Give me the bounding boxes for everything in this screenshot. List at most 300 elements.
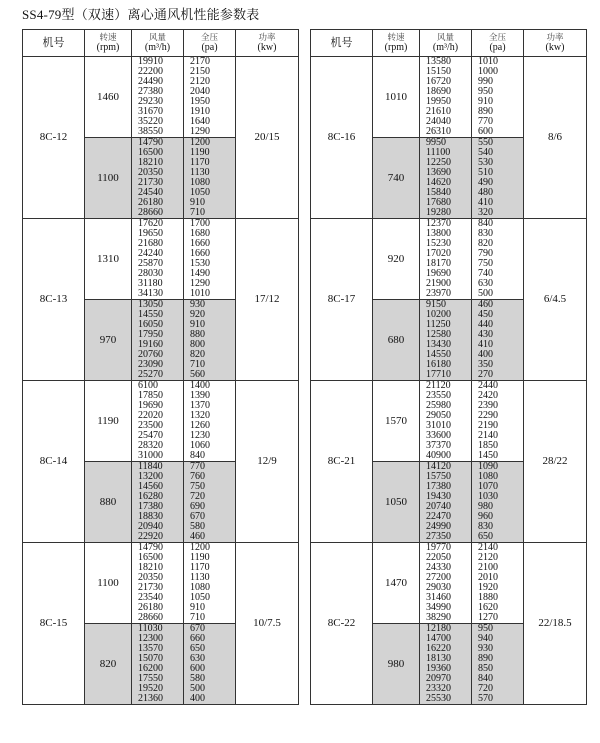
- pressure-cell: 850: [472, 664, 524, 674]
- flow-cell: 34130: [132, 289, 184, 300]
- flow-cell: 27200: [420, 573, 472, 583]
- flow-cell: 14550: [420, 350, 472, 360]
- document-title: SS4-79型（双速）离心通风机性能参数表: [22, 7, 260, 22]
- pressure-cell: 670: [184, 624, 236, 635]
- pressure-cell: 570: [472, 694, 524, 705]
- flow-cell: 16280: [132, 492, 184, 502]
- pressure-cell: 1680: [184, 229, 236, 239]
- header-speed-label: 转速: [387, 32, 405, 43]
- pressure-cell: 840: [184, 451, 236, 462]
- pressure-cell: 2420: [472, 391, 524, 401]
- flow-cell: 31460: [420, 593, 472, 603]
- flow-cell: 25270: [132, 370, 184, 381]
- flow-cell: 19160: [132, 340, 184, 350]
- header-speed: [85, 30, 132, 57]
- flow-cell: 19280: [420, 208, 472, 219]
- flow-cell: 20940: [132, 522, 184, 532]
- pressure-cell: 920: [184, 310, 236, 320]
- pressure-cell: 740: [472, 269, 524, 279]
- flow-cell: 21730: [132, 178, 184, 188]
- pressure-cell: 500: [472, 289, 524, 300]
- pressure-cell: 1200: [184, 543, 236, 554]
- pressure-cell: 930: [184, 300, 236, 311]
- pressure-cell: 1130: [184, 168, 236, 178]
- pressure-cell: 990: [472, 77, 524, 87]
- pressure-cell: 910: [472, 97, 524, 107]
- pressure-cell: 1950: [184, 97, 236, 107]
- pressure-cell: 2440: [472, 381, 524, 392]
- pressure-cell: 720: [472, 684, 524, 694]
- pressure-cell: 1130: [184, 573, 236, 583]
- flow-cell: 22920: [132, 532, 184, 543]
- pressure-cell: 1850: [472, 441, 524, 451]
- flow-cell: 29050: [420, 411, 472, 421]
- flow-cell: 25530: [420, 694, 472, 705]
- flow-cell: 9150: [420, 300, 472, 311]
- flow-cell: 14560: [132, 482, 184, 492]
- pressure-cell: 1080: [184, 178, 236, 188]
- pressure-cell: 2150: [184, 67, 236, 77]
- flow-cell: 17620: [132, 219, 184, 230]
- flow-cell: 19650: [132, 229, 184, 239]
- flow-cell: 13570: [132, 644, 184, 654]
- flow-cell: 21610: [420, 107, 472, 117]
- pressure-cell: 1660: [184, 249, 236, 259]
- pressure-cell: 1700: [184, 219, 236, 230]
- flow-cell: 17380: [420, 482, 472, 492]
- performance-table-right: [310, 29, 587, 705]
- flow-cell: 16500: [132, 553, 184, 563]
- flow-cell: 21900: [420, 279, 472, 289]
- flow-cell: 21680: [132, 239, 184, 249]
- flow-cell: 12250: [420, 158, 472, 168]
- pressure-cell: 880: [184, 330, 236, 340]
- table-row: [23, 543, 299, 554]
- speed-cell: 740: [373, 138, 420, 219]
- pressure-cell: 490: [472, 178, 524, 188]
- pressure-cell: 410: [472, 198, 524, 208]
- flow-cell: 14790: [132, 138, 184, 149]
- flow-cell: 14790: [132, 543, 184, 554]
- pressure-cell: 1490: [184, 269, 236, 279]
- pressure-cell: 1400: [184, 381, 236, 392]
- pressure-cell: 1450: [472, 451, 524, 462]
- pressure-cell: 910: [184, 603, 236, 613]
- table-row: [311, 57, 587, 68]
- pressure-cell: 270: [472, 370, 524, 381]
- flow-cell: 35220: [132, 117, 184, 127]
- header-pressure-unit: (pa): [489, 41, 506, 53]
- flow-cell: 12300: [132, 634, 184, 644]
- flow-cell: 19690: [132, 401, 184, 411]
- flow-cell: 23970: [420, 289, 472, 300]
- header-pressure-label: 全压: [200, 32, 218, 43]
- model-cell: 8C-13: [23, 219, 85, 381]
- flow-cell: 18690: [420, 87, 472, 97]
- pressure-cell: 540: [472, 148, 524, 158]
- header-model: 机号: [23, 30, 85, 57]
- pressure-cell: 1620: [472, 603, 524, 613]
- pressure-cell: 2390: [472, 401, 524, 411]
- pressure-cell: 2140: [472, 543, 524, 554]
- pressure-cell: 560: [184, 370, 236, 381]
- flow-cell: 21120: [420, 381, 472, 392]
- pressure-cell: 1000: [472, 67, 524, 77]
- pressure-cell: 790: [472, 249, 524, 259]
- table-row: [23, 219, 299, 230]
- power-cell: 28/22: [524, 381, 587, 543]
- pressure-cell: 1230: [184, 431, 236, 441]
- flow-cell: 29030: [420, 583, 472, 593]
- speed-cell: 1570: [373, 381, 420, 462]
- flow-cell: 18210: [132, 158, 184, 168]
- flow-cell: 19910: [132, 57, 184, 68]
- flow-cell: 27380: [132, 87, 184, 97]
- pressure-cell: 2010: [472, 573, 524, 583]
- header-flow-unit: (m³/h): [432, 41, 459, 53]
- flow-cell: 13800: [420, 229, 472, 239]
- flow-cell: 11030: [132, 624, 184, 635]
- pressure-cell: 800: [184, 340, 236, 350]
- pressure-cell: 750: [472, 259, 524, 269]
- header-speed-unit: (rpm): [96, 41, 120, 53]
- pressure-cell: 720: [184, 492, 236, 502]
- model-cell: 8C-22: [311, 543, 373, 705]
- header-power-label: 功率: [258, 32, 276, 43]
- pressure-cell: 660: [184, 634, 236, 644]
- flow-cell: 13050: [132, 300, 184, 311]
- pressure-cell: 1530: [184, 259, 236, 269]
- pressure-cell: 840: [472, 674, 524, 684]
- model-cell: 8C-17: [311, 219, 373, 381]
- pressure-cell: 510: [472, 168, 524, 178]
- pressure-cell: 1920: [472, 583, 524, 593]
- pressure-cell: 1070: [472, 482, 524, 492]
- pressure-cell: 710: [184, 613, 236, 624]
- pressure-cell: 890: [472, 107, 524, 117]
- pressure-cell: 450: [472, 310, 524, 320]
- pressure-cell: 460: [184, 532, 236, 543]
- header-power-label: 功率: [546, 32, 564, 43]
- speed-cell: 980: [373, 624, 420, 705]
- flow-cell: 24240: [132, 249, 184, 259]
- speed-cell: 880: [85, 462, 132, 543]
- flow-cell: 25870: [132, 259, 184, 269]
- pressure-cell: 710: [184, 360, 236, 370]
- pressure-cell: 580: [184, 522, 236, 532]
- pressure-cell: 1660: [184, 239, 236, 249]
- flow-cell: 17850: [132, 391, 184, 401]
- flow-cell: 31670: [132, 107, 184, 117]
- flow-cell: 28030: [132, 269, 184, 279]
- flow-cell: 17950: [132, 330, 184, 340]
- flow-cell: 26180: [132, 603, 184, 613]
- pressure-cell: 830: [472, 522, 524, 532]
- pressure-cell: 600: [184, 664, 236, 674]
- flow-cell: 22200: [132, 67, 184, 77]
- flow-cell: 23540: [132, 593, 184, 603]
- pressure-cell: 320: [472, 208, 524, 219]
- pressure-cell: 1030: [472, 492, 524, 502]
- pressure-cell: 670: [184, 512, 236, 522]
- flow-cell: 23500: [132, 421, 184, 431]
- flow-cell: 26310: [420, 127, 472, 138]
- pressure-cell: 430: [472, 330, 524, 340]
- flow-cell: 26180: [132, 198, 184, 208]
- pressure-cell: 980: [472, 502, 524, 512]
- pressure-cell: 830: [472, 229, 524, 239]
- flow-cell: 20970: [420, 674, 472, 684]
- power-cell: 17/12: [236, 219, 299, 381]
- pressure-cell: 960: [472, 512, 524, 522]
- pressure-cell: 1090: [472, 462, 524, 473]
- flow-cell: 12180: [420, 624, 472, 635]
- speed-cell: 1460: [85, 57, 132, 138]
- flow-cell: 16720: [420, 77, 472, 87]
- pressure-cell: 890: [472, 654, 524, 664]
- flow-cell: 18210: [132, 563, 184, 573]
- flow-cell: 12580: [420, 330, 472, 340]
- flow-cell: 11250: [420, 320, 472, 330]
- pressure-cell: 500: [184, 684, 236, 694]
- flow-cell: 23550: [420, 391, 472, 401]
- speed-cell: 1100: [85, 138, 132, 219]
- pressure-cell: 2040: [184, 87, 236, 97]
- pressure-cell: 630: [184, 654, 236, 664]
- flow-cell: 15750: [420, 472, 472, 482]
- flow-cell: 20350: [132, 573, 184, 583]
- flow-cell: 14700: [420, 634, 472, 644]
- speed-cell: 920: [373, 219, 420, 300]
- header-flow: [420, 30, 472, 57]
- flow-cell: 37370: [420, 441, 472, 451]
- pressure-cell: 460: [472, 300, 524, 311]
- speed-cell: 1050: [373, 462, 420, 543]
- pressure-cell: 2170: [184, 57, 236, 68]
- flow-cell: 34990: [420, 603, 472, 613]
- flow-cell: 40900: [420, 451, 472, 462]
- header-flow: [132, 30, 184, 57]
- pressure-cell: 2190: [472, 421, 524, 431]
- flow-cell: 20740: [420, 502, 472, 512]
- speed-cell: 1190: [85, 381, 132, 462]
- speed-cell: 970: [85, 300, 132, 381]
- flow-cell: 13200: [132, 472, 184, 482]
- flow-cell: 17550: [132, 674, 184, 684]
- flow-cell: 15150: [420, 67, 472, 77]
- flow-cell: 16220: [420, 644, 472, 654]
- flow-cell: 19430: [420, 492, 472, 502]
- pressure-cell: 1270: [472, 613, 524, 624]
- pressure-cell: 910: [184, 198, 236, 208]
- speed-cell: 1010: [373, 57, 420, 138]
- flow-cell: 11100: [420, 148, 472, 158]
- pressure-cell: 1170: [184, 158, 236, 168]
- flow-cell: 17710: [420, 370, 472, 381]
- header-flow-unit: (m³/h): [144, 41, 171, 53]
- pressure-cell: 580: [184, 674, 236, 684]
- table-row: [311, 381, 587, 392]
- flow-cell: 29230: [132, 97, 184, 107]
- pressure-cell: 480: [472, 188, 524, 198]
- speed-cell: 1470: [373, 543, 420, 624]
- pressure-cell: 840: [472, 219, 524, 230]
- pressure-cell: 530: [472, 158, 524, 168]
- header-flow-label: 风量: [148, 32, 166, 43]
- flow-cell: 15840: [420, 188, 472, 198]
- pressure-cell: 550: [472, 138, 524, 149]
- pressure-cell: 410: [472, 340, 524, 350]
- pressure-cell: 1910: [184, 107, 236, 117]
- pressure-cell: 770: [184, 462, 236, 473]
- flow-cell: 31000: [132, 451, 184, 462]
- pressure-cell: 930: [472, 644, 524, 654]
- flow-cell: 10200: [420, 310, 472, 320]
- flow-cell: 22050: [420, 553, 472, 563]
- model-cell: 8C-15: [23, 543, 85, 705]
- model-cell: 8C-14: [23, 381, 85, 543]
- pressure-cell: 1190: [184, 148, 236, 158]
- header-pressure: [184, 30, 236, 57]
- header-row: [23, 30, 299, 57]
- pressure-cell: 400: [472, 350, 524, 360]
- flow-cell: 24040: [420, 117, 472, 127]
- flow-cell: 18130: [420, 654, 472, 664]
- flow-cell: 16180: [420, 360, 472, 370]
- flow-cell: 17020: [420, 249, 472, 259]
- pressure-cell: 2290: [472, 411, 524, 421]
- flow-cell: 14550: [132, 310, 184, 320]
- pressure-cell: 1290: [184, 127, 236, 138]
- pressure-cell: 950: [472, 87, 524, 97]
- power-cell: 10/7.5: [236, 543, 299, 705]
- flow-cell: 12370: [420, 219, 472, 230]
- flow-cell: 19360: [420, 664, 472, 674]
- speed-cell: 1310: [85, 219, 132, 300]
- flow-cell: 28320: [132, 441, 184, 451]
- flow-cell: 15070: [132, 654, 184, 664]
- flow-cell: 15230: [420, 239, 472, 249]
- pressure-cell: 350: [472, 360, 524, 370]
- flow-cell: 13430: [420, 340, 472, 350]
- flow-cell: 16500: [132, 148, 184, 158]
- flow-cell: 28660: [132, 208, 184, 219]
- pressure-cell: 1050: [184, 188, 236, 198]
- flow-cell: 6100: [132, 381, 184, 392]
- flow-cell: 20760: [132, 350, 184, 360]
- pressure-cell: 2100: [472, 563, 524, 573]
- table-row: [23, 57, 299, 68]
- header-power-unit: (kw): [257, 41, 277, 53]
- pressure-cell: 770: [472, 117, 524, 127]
- performance-table-left: [22, 29, 299, 705]
- flow-cell: 24330: [420, 563, 472, 573]
- flow-cell: 28660: [132, 613, 184, 624]
- flow-cell: 17680: [420, 198, 472, 208]
- power-cell: 12/9: [236, 381, 299, 543]
- pressure-cell: 1080: [472, 472, 524, 482]
- model-cell: 8C-21: [311, 381, 373, 543]
- pressure-cell: 1320: [184, 411, 236, 421]
- speed-cell: 820: [85, 624, 132, 705]
- header-power-unit: (kw): [545, 41, 565, 53]
- power-cell: 8/6: [524, 57, 587, 219]
- table-row: [311, 543, 587, 554]
- flow-cell: 25980: [420, 401, 472, 411]
- pressure-cell: 710: [184, 208, 236, 219]
- header-row: [311, 30, 587, 57]
- pressure-cell: 1880: [472, 593, 524, 603]
- pressure-cell: 400: [184, 694, 236, 705]
- pressure-cell: 630: [472, 279, 524, 289]
- flow-cell: 25470: [132, 431, 184, 441]
- pressure-cell: 1190: [184, 553, 236, 563]
- flow-cell: 18170: [420, 259, 472, 269]
- flow-cell: 19950: [420, 97, 472, 107]
- flow-cell: 23090: [132, 360, 184, 370]
- flow-cell: 21360: [132, 694, 184, 705]
- pressure-cell: 600: [472, 127, 524, 138]
- flow-cell: 19770: [420, 543, 472, 554]
- pressure-cell: 1010: [472, 57, 524, 68]
- pressure-cell: 1370: [184, 401, 236, 411]
- flow-cell: 16050: [132, 320, 184, 330]
- pressure-cell: 1390: [184, 391, 236, 401]
- flow-cell: 14120: [420, 462, 472, 473]
- flow-cell: 38550: [132, 127, 184, 138]
- speed-cell: 1100: [85, 543, 132, 624]
- flow-cell: 9950: [420, 138, 472, 149]
- flow-cell: 13690: [420, 168, 472, 178]
- header-speed: [373, 30, 420, 57]
- flow-cell: 19690: [420, 269, 472, 279]
- speed-cell: 680: [373, 300, 420, 381]
- header-pressure-label: 全压: [488, 32, 506, 43]
- header-pressure: [472, 30, 524, 57]
- header-speed-unit: (rpm): [384, 41, 408, 53]
- flow-cell: 22470: [420, 512, 472, 522]
- power-cell: 20/15: [236, 57, 299, 219]
- header-power: [524, 30, 587, 57]
- flow-cell: 33600: [420, 431, 472, 441]
- pressure-cell: 1640: [184, 117, 236, 127]
- flow-cell: 21730: [132, 583, 184, 593]
- flow-cell: 16200: [132, 664, 184, 674]
- pressure-cell: 1010: [184, 289, 236, 300]
- pressure-cell: 820: [184, 350, 236, 360]
- pressure-cell: 650: [472, 532, 524, 543]
- flow-cell: 31180: [132, 279, 184, 289]
- pressure-cell: 950: [472, 624, 524, 635]
- pressure-cell: 750: [184, 482, 236, 492]
- flow-cell: 24990: [420, 522, 472, 532]
- flow-cell: 17380: [132, 502, 184, 512]
- pressure-cell: 1200: [184, 138, 236, 149]
- flow-cell: 27350: [420, 532, 472, 543]
- power-cell: 6/4.5: [524, 219, 587, 381]
- header-flow-label: 风量: [436, 32, 454, 43]
- flow-cell: 19520: [132, 684, 184, 694]
- pressure-cell: 1080: [184, 583, 236, 593]
- flow-cell: 11840: [132, 462, 184, 473]
- table-row: [311, 219, 587, 230]
- pressure-cell: 1290: [184, 279, 236, 289]
- pressure-cell: 760: [184, 472, 236, 482]
- model-cell: 8C-12: [23, 57, 85, 219]
- flow-cell: 13580: [420, 57, 472, 68]
- flow-cell: 31010: [420, 421, 472, 431]
- header-model: 机号: [311, 30, 373, 57]
